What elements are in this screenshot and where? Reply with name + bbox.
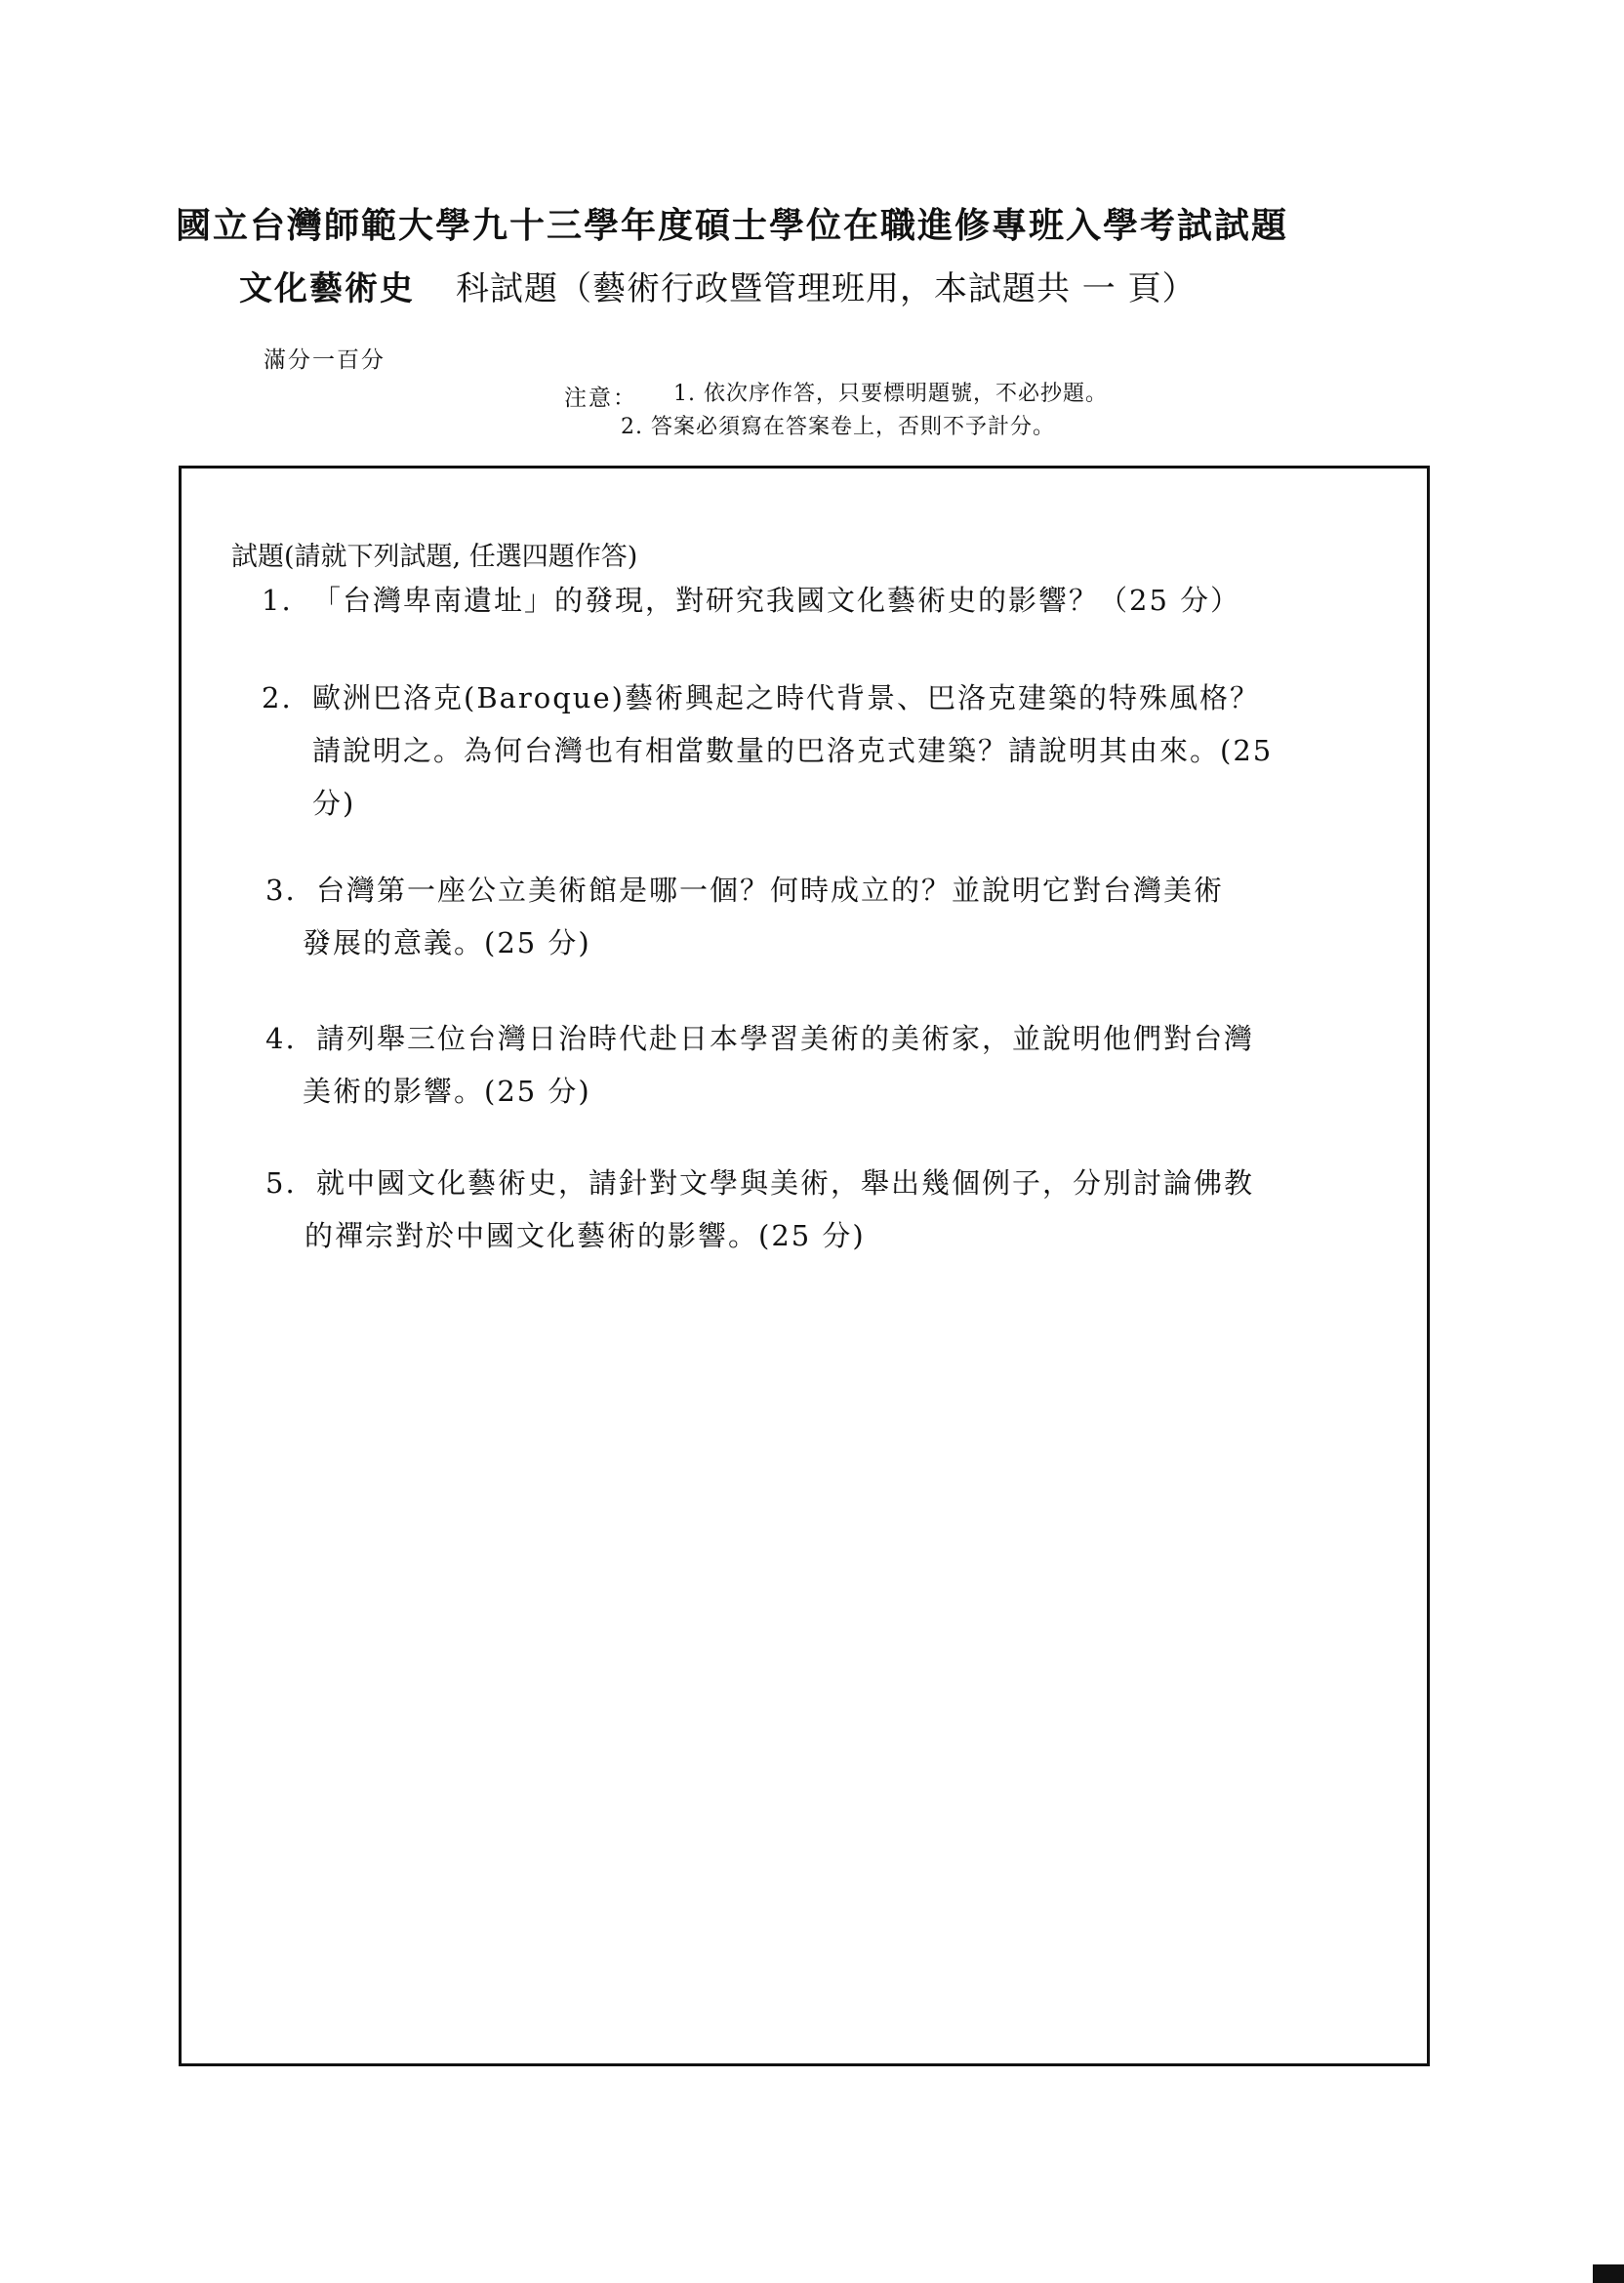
question-number: 5. — [265, 1166, 297, 1200]
question-text-line: 歐洲巴洛克(Baroque)藝術興起之時代背景、巴洛克建築的特殊風格？ — [312, 681, 1260, 714]
question-number: 2. — [262, 681, 293, 714]
question-text-line: 發展的意義。(25 分) — [303, 926, 591, 959]
notice-label: 注意： — [564, 386, 637, 411]
question-5 — [265, 1157, 1254, 1262]
question-4 — [265, 1012, 1254, 1118]
question-number: 3. — [265, 874, 297, 907]
notice-item: 1. 依次序作答，只要標明題號，不必抄題。 — [673, 382, 1108, 406]
full-score-label: 滿分一百分 — [264, 347, 386, 373]
question-text-line: 台灣第一座公立美術館是哪一個？何時成立的？並說明它對台灣美術 — [316, 874, 1225, 907]
question-instructions: 試題(請就下列試題, 任選四題作答) — [231, 542, 638, 572]
question-number: 1. — [262, 584, 293, 617]
question-text-line: 「台灣卑南遺址」的發現，對研究我國文化藝術史的影響？（25 分） — [312, 584, 1241, 617]
question-text-line: 就中國文化藝術史，請針對文學與美術，舉出幾個例子，分別討論佛教 — [316, 1166, 1255, 1200]
question-text-line: 美術的影響。(25 分) — [303, 1075, 591, 1108]
question-text-line: 分) — [312, 787, 356, 820]
exam-title: 國立台灣師範大學九十三學年度碩士學位在職進修專班入學考試試題 — [176, 205, 1289, 246]
subtitle-details: 科試題（藝術行政暨管理班用，本試題共 一 頁） — [456, 269, 1197, 308]
question-text-line: 請說明之。為何台灣也有相當數量的巴洛克式建築？請說明其由來。(25 — [312, 734, 1274, 767]
subject-name: 文化藝術史 — [239, 269, 415, 308]
question-2 — [262, 672, 1273, 830]
question-text-line: 請列舉三位台灣日治時代赴日本學習美術的美術家，並說明他們對台灣 — [316, 1022, 1255, 1055]
question-1 — [262, 574, 1240, 627]
question-text-line: 的禪宗對於中國文化藝術的影響。(25 分) — [304, 1219, 866, 1252]
exam-subtitle — [239, 262, 1361, 309]
question-3 — [265, 864, 1224, 969]
scan-edge-mark — [1593, 2264, 1624, 2283]
question-number: 4. — [265, 1022, 297, 1055]
notice-item: 2. 答案必須寫在答案卷上，否則不予計分。 — [621, 415, 1055, 439]
